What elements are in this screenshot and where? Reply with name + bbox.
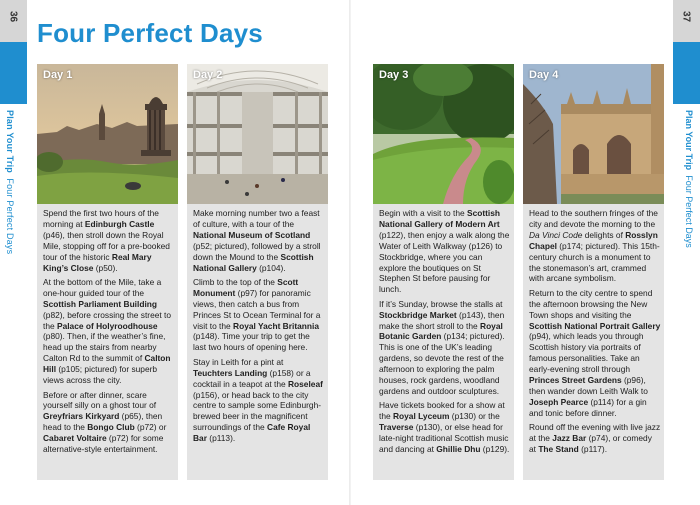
day-paragraph bbox=[529, 288, 661, 419]
text-run: Head to the southern fringes of the city and devote the morning to the bbox=[529, 208, 658, 229]
text-run: Return to the city centre to spend the afternoon browsing the New Town shops and visiting the bbox=[529, 287, 653, 320]
running-head-right bbox=[684, 110, 694, 248]
text-run: (p72) for some alternative-style entertainment. bbox=[43, 433, 164, 455]
text-run: Round off the evening with live jazz at the bbox=[529, 422, 661, 444]
text-run: Make morning number two a feast of culture, with a tour of the bbox=[193, 208, 320, 229]
text-run: Stay in Leith for a pint at bbox=[193, 356, 284, 367]
text-run: Begin with a visit to the bbox=[379, 208, 467, 218]
text-run: Climb to the top of the bbox=[193, 276, 278, 287]
day-paragraph bbox=[43, 208, 175, 273]
text-run: (p174; pictured). This 15th-century church is a monument to the stonemason’s art, crammed with arcane symbolism. bbox=[529, 240, 660, 284]
text-run: (p114) for a gin and tonic before dinner. bbox=[529, 396, 647, 418]
highlight-place: Stockbridge Market bbox=[379, 309, 457, 320]
text-run: (p148). Time your trip to get the last two hours of opening here. bbox=[193, 331, 310, 353]
day-paragraph bbox=[193, 277, 325, 353]
national-museum-image bbox=[187, 64, 328, 204]
text-run: (p134; pictured). This is one of the UK’s leading gardens, so devote the rest of the afternoon to exploring the palm houses, rock gardens, woodland gardens and outdoor sculptures. bbox=[379, 331, 505, 396]
highlight-place: Teuchters Landing bbox=[193, 367, 268, 378]
text-run: (p113). bbox=[206, 433, 236, 444]
day-paragraph bbox=[43, 390, 175, 455]
day-card-1 bbox=[37, 64, 178, 480]
highlight-place: Scottish National Portrait Gallery bbox=[529, 320, 661, 331]
text-run: (p129). bbox=[480, 444, 510, 455]
highlight-place: Cafe Royal Bar bbox=[193, 422, 311, 444]
highlight-place: Joseph Pearce bbox=[529, 396, 589, 407]
text-run: (p80). Then, if the weather’s fine, head up the stairs from nearby Calton Rd to the summit of bbox=[43, 331, 166, 364]
running-head-left bbox=[5, 110, 15, 254]
text-run: Spend the first two hours of the morning at bbox=[43, 208, 159, 229]
day-text bbox=[529, 208, 661, 458]
day-paragraph bbox=[379, 299, 511, 397]
highlight-place: Princes Street Gardens bbox=[529, 375, 622, 386]
text-run: At the bottom of the Mile, take a one-hour guided tour of the bbox=[43, 276, 162, 298]
day-card-3 bbox=[373, 64, 514, 480]
highlight-place: Ghillie Dhu bbox=[436, 444, 481, 455]
text-run: (p130) or the bbox=[449, 411, 500, 422]
highlight-place: Palace of Holyroodhouse bbox=[56, 320, 158, 331]
text-run: delights of bbox=[582, 229, 626, 240]
day-paragraph bbox=[43, 277, 175, 386]
section-tab-right bbox=[673, 42, 700, 104]
left-page-edge bbox=[0, 0, 27, 505]
highlight-place: Roseleaf bbox=[287, 378, 323, 389]
day-text bbox=[379, 208, 511, 458]
highlight-place: Scottish National Gallery bbox=[193, 251, 314, 273]
photo-botanic-garden bbox=[373, 64, 514, 204]
photo-rosslyn-chapel bbox=[523, 64, 664, 204]
text-run: (p158) or a cocktail in a teapot at the bbox=[193, 367, 311, 389]
section-tab-left bbox=[0, 42, 27, 104]
running-head-subsection: Four Perfect Days bbox=[5, 178, 15, 255]
highlight-place: The Stand bbox=[538, 444, 579, 455]
day-paragraph bbox=[379, 208, 511, 295]
day-label: Day 2 bbox=[193, 69, 223, 81]
highlight-place: Royal Lyceum bbox=[392, 411, 450, 422]
day-paragraph bbox=[529, 208, 661, 284]
day-card-4 bbox=[523, 64, 664, 480]
text-run: (p156), or head back to the city centre to sample some Edinburgh-brewed beer in the magnificent surroundings of the bbox=[193, 389, 322, 433]
highlight-place: Edinburgh Castle bbox=[84, 218, 155, 229]
running-head-section: Plan Your Trip bbox=[684, 110, 694, 171]
highlight-place: Jazz Bar bbox=[552, 433, 587, 444]
highlight-place: Scottish National Gallery of Modern Art bbox=[379, 208, 501, 229]
page-title: Four Perfect Days bbox=[37, 18, 263, 48]
text-run: (p104). bbox=[256, 262, 286, 273]
day-paragraph bbox=[193, 357, 325, 444]
highlight-place: Scottish Parliament Building bbox=[43, 298, 158, 309]
running-head-section: Plan Your Trip bbox=[5, 110, 15, 173]
photo-calton-hill bbox=[37, 64, 178, 204]
page-number-tab-left bbox=[0, 0, 27, 42]
text-run: If it’s Sunday, browse the stalls at bbox=[379, 298, 503, 309]
text-run: (p46), then stroll down the Royal Mile, stopping off for a pre-booked tour of the historic bbox=[43, 229, 170, 262]
calton-hill-image bbox=[37, 64, 178, 204]
text-run: (p130), or else head for late-night traditional Scottish music and dancing at bbox=[379, 422, 509, 455]
page-number-right: 37 bbox=[680, 10, 692, 23]
botanic-garden-image bbox=[373, 64, 514, 204]
highlight-place: Traverse bbox=[379, 422, 414, 433]
text-run: (p74), or comedy at bbox=[529, 433, 652, 455]
text-run: Before or after dinner, scare yourself silly on a ghost tour of bbox=[43, 389, 157, 411]
text-run: (p122), then enjoy a walk along the Water of Leith Walkway (p126) to Stockbridge, where you can explore the boutiques on St Stephen St before pausing for lunch. bbox=[379, 229, 510, 295]
highlight-place: Royal Yacht Britannia bbox=[233, 320, 319, 331]
page-number-left: 36 bbox=[7, 10, 19, 23]
highlight-place: Greyfriars Kirkyard bbox=[43, 411, 120, 422]
text-run: (p96), then wander down Leith Walk to bbox=[529, 375, 648, 396]
text-run: (p143), then make the short stroll to the bbox=[379, 309, 505, 331]
text-run: Have tickets booked for a show at the bbox=[379, 400, 505, 422]
day-paragraph bbox=[193, 208, 325, 273]
day-paragraph bbox=[379, 400, 511, 455]
running-head-subsection: Four Perfect Days bbox=[684, 175, 694, 248]
highlight-place: Rosslyn Chapel bbox=[529, 229, 658, 251]
italic-title: Da Vinci Code bbox=[529, 229, 583, 240]
rosslyn-chapel-image bbox=[523, 64, 664, 204]
highlight-place: Scott Monument bbox=[193, 276, 299, 298]
day-card-2 bbox=[187, 64, 328, 480]
day-label: Day 1 bbox=[43, 69, 73, 81]
right-page-edge bbox=[673, 0, 700, 505]
text-run: (p97) for panoramic views, then catch a bus from Princes St to Ocean Terminal for a visit to the bbox=[193, 287, 321, 331]
photo-national-museum bbox=[187, 64, 328, 204]
day-label: Day 3 bbox=[379, 69, 409, 81]
text-run: (p94), which leads you through Scottish history via portraits of famous personalities. Take an early-evening stroll through bbox=[529, 331, 644, 375]
highlight-place: Calton Hill bbox=[43, 353, 171, 375]
text-run: (p50). bbox=[93, 262, 118, 273]
day-text bbox=[43, 208, 175, 458]
text-run: (p65), then head to the bbox=[43, 411, 163, 433]
text-run: (p52; pictured), followed by a stroll down the Mound to the bbox=[193, 240, 321, 262]
text-run: (p117). bbox=[578, 444, 608, 455]
text-run: (p82), before crossing the street to the bbox=[43, 309, 172, 331]
day-label: Day 4 bbox=[529, 69, 559, 81]
page-number-tab-right bbox=[673, 0, 700, 42]
highlight-place: Royal Botanic Garden bbox=[379, 320, 503, 342]
highlight-place: Cabaret Voltaire bbox=[43, 433, 107, 444]
highlight-place: National Museum of Scotland bbox=[193, 229, 311, 240]
text-run: (p72) or bbox=[134, 422, 167, 433]
day-paragraph bbox=[529, 422, 661, 455]
highlight-place: Real Mary King’s Close bbox=[43, 251, 152, 273]
highlight-place: Bongo Club bbox=[87, 422, 135, 433]
day-text bbox=[193, 208, 325, 448]
text-run: (p105; pictured) for superb views across the city. bbox=[43, 364, 158, 386]
book-gutter bbox=[349, 0, 351, 505]
